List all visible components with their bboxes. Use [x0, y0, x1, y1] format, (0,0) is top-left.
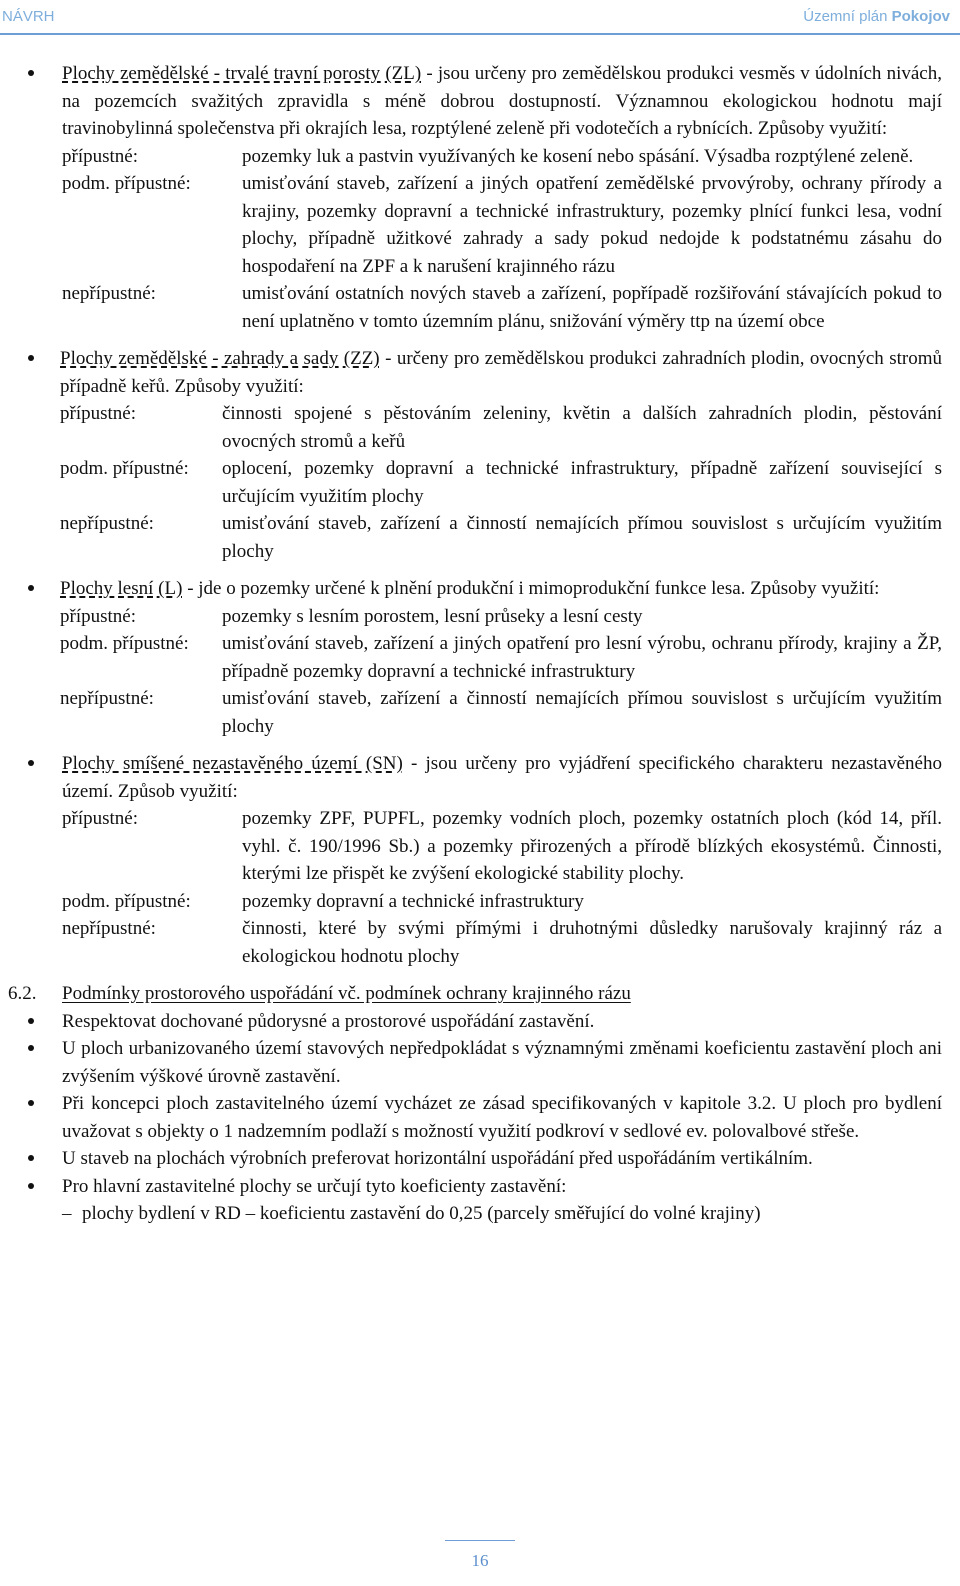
- bullet-icon: [28, 760, 34, 766]
- row-key: podm. přípustné:: [60, 458, 189, 479]
- bullet-icon: [28, 1155, 34, 1161]
- sn-row-allowed: [62, 805, 942, 888]
- dash-item-text: plochy bydlení v RD – koeficientu zastavění do 0,25 (parcely směřující do volné krajiny): [82, 1203, 761, 1224]
- row-key: podm. přípustné:: [60, 633, 189, 654]
- l-intro: [60, 575, 942, 603]
- l-text: - jde o pozemky určené k plnění produkční i mimoprodukční funkce lesa. Způsoby využití:: [182, 578, 880, 599]
- zl-row-conditional: [62, 170, 942, 280]
- dash-list-item: [0, 1200, 960, 1228]
- bullet-icon: [28, 1100, 34, 1106]
- list-item: [0, 1145, 960, 1173]
- bullet-icon: [28, 355, 34, 361]
- list-item: [0, 1173, 960, 1201]
- zz-row-conditional: [60, 455, 942, 510]
- header-status: NÁVRH: [2, 8, 55, 25]
- l-row-conditional: [60, 630, 942, 685]
- row-key: přípustné:: [62, 808, 138, 829]
- row-value: umisťování staveb, zařízení a činností nemajících přímou souvislost s určujícím využitím plochy: [222, 513, 942, 562]
- list-item-text: U staveb na plochách výrobních preferovat horizontální uspořádání před uspořádáním vertikálním.: [62, 1148, 813, 1169]
- bullet-icon: [28, 1018, 34, 1024]
- row-key: přípustné:: [62, 145, 138, 167]
- sn-row-conditional: [62, 888, 942, 916]
- page-header: [0, 0, 960, 30]
- page-footer: [0, 1540, 960, 1575]
- sn-text: - jsou určeny pro vyjádření specifického charakteru nezastavěného území. Způsob využití:: [62, 753, 942, 802]
- row-key: nepřípustné:: [62, 918, 156, 939]
- row-key: podm. přípustné:: [62, 173, 191, 194]
- section-l: [0, 575, 960, 740]
- list-item: [0, 1090, 960, 1145]
- list-item-text: Pro hlavní zastavitelné plochy se určují tyto koeficienty zastavění:: [62, 1175, 567, 1197]
- bullet-icon: [28, 1183, 34, 1189]
- bullet-icon: [28, 70, 34, 76]
- section-zz: [0, 345, 960, 565]
- l-row-allowed: [60, 603, 942, 631]
- row-value: činnosti, které by svými přímými i druhotnými důsledky narušovaly krajinný ráz a ekologickou hodnotu plochy: [242, 918, 942, 967]
- row-key: podm. přípustné:: [62, 890, 191, 912]
- row-value: oplocení, pozemky dopravní a technické infrastruktury, případně zařízení související s určujícím využitím plochy: [222, 458, 942, 507]
- sn-intro: [62, 750, 942, 805]
- sn-row-forbidden: [62, 915, 942, 970]
- section-title: Podmínky prostorového uspořádání vč. podmínek ochrany krajinného rázu: [62, 983, 631, 1004]
- row-value: pozemky ZPF, PUPFL, pozemky vodních ploch, pozemky ostatních ploch (kód 14, příl. vyhl. č. 190/1996 Sb.) a pozemky přirozených a přírodě blízkých ekosystémů. Činnosti, kterými lze přispět ke zvýšení ekologické stability plochy.: [242, 808, 942, 884]
- zl-intro: [62, 60, 942, 143]
- row-value: pozemky dopravní a technické infrastruktury: [242, 890, 584, 912]
- row-key: nepřípustné:: [62, 283, 156, 304]
- sn-title: Plochy smíšené nezastavěného území (SN): [62, 753, 403, 774]
- header-document: [803, 3, 950, 31]
- row-value: umisťování staveb, zařízení a jiných opatření pro lesní výrobu, ochranu přírody, krajiny a ŽP, případně pozemky dopravní a technické infrastruktury: [222, 633, 942, 682]
- zl-text: - jsou určeny pro zemědělskou produkci vesměs v údolních nivách, na pozemcích svažitých zpravidla s méně dobrou dostupností. Významnou ekologickou hodnotu mají travinobylinná společenstva při okrajích lesa, rozptýlené zeleně při vodotečích a rybnících. Způsoby využití:: [62, 63, 942, 139]
- bullet-icon: [28, 585, 34, 591]
- bullet-icon: [28, 1045, 34, 1051]
- header-divider: [0, 33, 960, 35]
- row-value: umisťování ostatních nových staveb a zařízení, popřípadě rozšiřování stávajících pokud to není uplatněno v tomto územním plánu, snižování výměry ttp na území obce: [242, 283, 942, 332]
- row-value: činnosti spojené s pěstováním zeleniny, květin a dalších zahradních plodin, pěstování ovocných stromů a keřů: [222, 403, 942, 452]
- section-zl: [0, 60, 960, 335]
- row-key: nepřípustné:: [60, 688, 154, 709]
- row-key: přípustné:: [60, 403, 136, 424]
- list-item-text: U ploch urbanizovaného území stavových nepředpokládat s významnými změnami koeficientu zastavění ploch ani zvýšením výškové úrovně zastavění.: [62, 1038, 942, 1087]
- section-6-2-list: [0, 1008, 960, 1228]
- footer-divider: [445, 1540, 515, 1541]
- zz-title: Plochy zemědělské - zahrady a sady (ZZ): [60, 348, 380, 369]
- zz-text: - určeny pro zemědělskou produkci zahradních plodin, ovocných stromů případně keřů. Způsoby využití:: [60, 348, 942, 397]
- list-item: [0, 1008, 960, 1036]
- l-title: Plochy lesní (L): [60, 578, 183, 599]
- row-value: pozemky luk a pastvin využívaných ke kosení nebo spásání. Výsadba rozptýlené zeleně.: [242, 145, 914, 167]
- section-heading-6-2: [0, 980, 960, 1008]
- page-content: [0, 60, 960, 1228]
- page-number: 16: [471, 1551, 489, 1570]
- l-row-forbidden: [60, 685, 942, 740]
- header-municipality: Pokojov: [891, 8, 950, 25]
- zz-intro: [60, 345, 942, 400]
- section-sn: [0, 750, 960, 970]
- zz-row-allowed: [60, 400, 942, 455]
- header-doc-type: Územní plán: [803, 8, 888, 25]
- zl-row-allowed: [62, 143, 942, 171]
- zl-row-forbidden: [62, 280, 942, 335]
- dash-icon: –: [62, 1203, 72, 1224]
- row-value: umisťování staveb, zařízení a jiných opatření zemědělské prvovýroby, ochrany přírody a krajiny, pozemky dopravní a technické infrastruktury, pozemky plnící funkci lesa, vodní plochy, případně užitkové zahrady a sady pokud nedojde k podstatnému zásahu do hospodaření na ZPF a k narušení krajinného rázu: [242, 173, 942, 277]
- row-key: přípustné:: [60, 605, 136, 627]
- zz-row-forbidden: [60, 510, 942, 565]
- list-item-text: Respektovat dochované půdorysné a prostorové uspořádání zastavění.: [62, 1010, 595, 1032]
- row-value: pozemky s lesním porostem, lesní průseky a lesní cesty: [222, 605, 643, 627]
- list-item: [0, 1035, 960, 1090]
- row-value: umisťování staveb, zařízení a činností nemajících přímou souvislost s určujícím využitím plochy: [222, 688, 942, 737]
- zl-title: Plochy zemědělské - trvalé travní porosty (ZL): [62, 63, 422, 84]
- section-number: 6.2.: [8, 983, 37, 1004]
- row-key: nepřípustné:: [60, 513, 154, 534]
- list-item-text: Při koncepci ploch zastavitelného území vycházet ze zásad specifikovaných v kapitole 3.2. U ploch pro bydlení uvažovat s objekty o 1 nadzemním podlaží s možností využití podkroví v sedlové ev. polovalbové střeše.: [62, 1093, 942, 1142]
